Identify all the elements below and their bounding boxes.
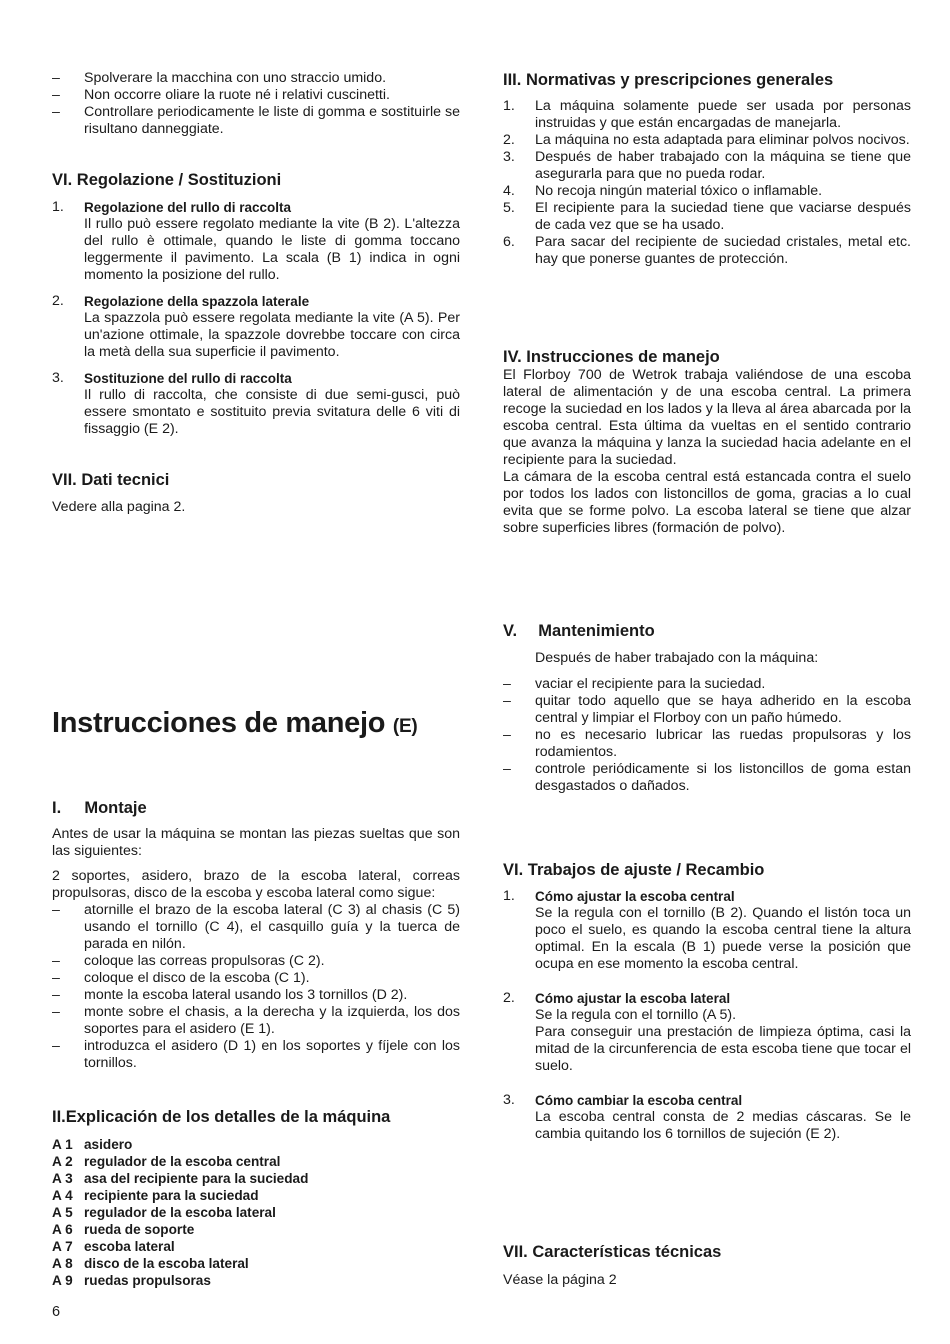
section-heading xyxy=(503,860,911,880)
part-code: A 1 xyxy=(52,1137,73,1152)
subsection-title: Cómo ajustar la escoba central xyxy=(535,889,735,904)
part-code: A 5 xyxy=(52,1205,73,1220)
section-number: VII. xyxy=(52,471,77,489)
part-item xyxy=(52,1204,460,1221)
item-number: 3. xyxy=(52,370,64,386)
item-number: 2. xyxy=(503,990,515,1006)
list-item xyxy=(503,98,911,132)
item-text: El recipiente para la suciedad tiene que vaciarse después de cada vez que se ha usado. xyxy=(535,200,911,233)
list-item: – no es necesario lubricar las ruedas propulsoras y los rodamientos. xyxy=(503,727,911,761)
assembly-list xyxy=(52,902,460,1072)
list-item: – Spolverare la macchina con uno straccio umido. xyxy=(52,70,460,87)
part-code: A 8 xyxy=(52,1256,73,1271)
section-paragraph: El Florboy 700 de Wetrok trabaja valiéndose de una escoba lateral de alimentación y de una escoba central. La primera recoge la suciedad en los lados y la lleva al área abarcada por la escoba central. Esta última da vueltas en el sentido contrario que avanza la máquina y lanza la suciedad hacia adelante en el recipiente para la suciedad. xyxy=(503,367,911,468)
part-label: escoba lateral xyxy=(84,1239,175,1254)
parts-list xyxy=(52,1136,460,1289)
part-label: ruedas propulsoras xyxy=(84,1273,211,1288)
item-number: 2. xyxy=(52,293,64,309)
subsection-2 xyxy=(52,293,460,361)
language-tag: (E) xyxy=(392,716,418,737)
section-vi-it xyxy=(52,170,460,438)
list-item xyxy=(503,234,911,268)
main-title-text: Instrucciones de manejo xyxy=(52,707,386,739)
section-text: Véase la página 2 xyxy=(503,1272,617,1288)
page-number: 6 xyxy=(52,1304,61,1320)
list-item: – quitar todo aquello que se haya adherido en la escoba central y limpiar el Florboy con un paño húmedo. xyxy=(503,693,911,727)
item-number: 1. xyxy=(503,98,515,114)
part-code: A 6 xyxy=(52,1222,73,1237)
subsection-title: Regolazione del rullo di raccolta xyxy=(84,200,292,215)
main-title-block xyxy=(52,706,460,744)
item-text: Después de haber trabajado con la máquina se tiene que asegurarla para que no pueda rodar. xyxy=(535,149,911,182)
part-code: A 3 xyxy=(52,1171,73,1186)
item-number: 2. xyxy=(503,132,515,148)
section-paragraph: La cámara de la escoba central está estancada contra el suelo por todos los lados con listoncillos de goma, gracias a lo cual evita que se forme polvo. La escoba lateral se tiene que alzar sobre superficies libres (formación de polvo). xyxy=(503,469,911,536)
section-title: Trabajos de ajuste / Recambio xyxy=(527,861,765,879)
item-text: La máquina solamente puede ser usada por personas instruidas y que están encargadas de manejarla. xyxy=(535,98,911,131)
section-vii-es xyxy=(503,1242,911,1289)
subsection-title: Cómo cambiar la escoba central xyxy=(535,1093,743,1108)
item-number: 1. xyxy=(503,888,515,904)
subsection-text: La spazzola può essere regolata mediante la vite (A 5). Per un'azione ottimale, la spazzole dovrebbe toccare con circa la metà della sua superficie il pavimento. xyxy=(84,310,460,360)
section-title: Montaje xyxy=(84,799,147,817)
list-item xyxy=(503,183,911,200)
part-item xyxy=(52,1238,460,1255)
subsection-title: Regolazione della spazzola laterale xyxy=(84,294,310,309)
part-label: regulador de la escoba lateral xyxy=(84,1205,276,1220)
part-item xyxy=(52,1153,460,1170)
item-number: 6. xyxy=(503,234,515,250)
list-item xyxy=(503,200,911,234)
subsection-1 xyxy=(52,199,460,284)
subsection-2 xyxy=(503,990,911,1075)
part-label: asa del recipiente para la suciedad xyxy=(84,1171,309,1186)
section-paragraph: 2 soportes, asidero, brazo de la escoba lateral, correas propulsoras, disco de la escoba y escoba lateral como sigue: xyxy=(52,868,460,901)
section-title: Regolazione / Sostituzioni xyxy=(76,171,282,189)
section-title: Normativas y prescripciones generales xyxy=(525,71,834,89)
subsection-1 xyxy=(503,888,911,973)
section-heading xyxy=(503,1242,911,1262)
list-item: – controle periódicamente si los listoncillos de goma estan desgastados o dañados. xyxy=(503,761,911,795)
part-item xyxy=(52,1136,460,1153)
part-code: A 4 xyxy=(52,1188,73,1203)
subsection-text: Il rullo di raccolta, che consiste di due semi-gusci, può essere smontato e sostituito previa svitatura delle 6 viti di fissaggio (E 2). xyxy=(84,387,460,437)
item-number: 4. xyxy=(503,183,515,199)
section-vii-it xyxy=(52,470,460,516)
section-heading xyxy=(503,347,911,367)
subsection-text: La escoba central consta de 2 medias cáscaras. Se le cambia quitando los 6 tornillos de sujeción (E 2). xyxy=(535,1109,911,1142)
section-intro: Después de haber trabajado con la máquina: xyxy=(535,650,819,666)
item-number: 1. xyxy=(52,199,64,215)
section-i xyxy=(52,798,460,1072)
maintenance-list xyxy=(503,676,911,795)
section-title: Mantenimiento xyxy=(538,622,655,640)
part-label: regulador de la escoba central xyxy=(84,1154,281,1169)
part-item xyxy=(52,1187,460,1204)
section-title: II.Explicación de los detalles de la máquina xyxy=(52,1108,391,1126)
section-iv xyxy=(503,347,911,537)
rules-list xyxy=(503,98,911,268)
section-heading xyxy=(503,621,911,641)
section-title: Dati tecnici xyxy=(81,471,170,489)
part-item xyxy=(52,1221,460,1238)
main-title xyxy=(52,706,460,744)
list-item: – introduzca el asidero (D 1) en los soportes y fíjele con los tornillos. xyxy=(52,1038,460,1072)
section-title: Instrucciones de manejo xyxy=(526,348,720,366)
part-item xyxy=(52,1170,460,1187)
subsection-3 xyxy=(503,1092,911,1143)
intro-list-block xyxy=(52,70,460,138)
list-item xyxy=(503,149,911,183)
part-item xyxy=(52,1255,460,1272)
item-text: No recoja ningún material tóxico o inflamable. xyxy=(535,183,823,199)
list-item: – atornille el brazo de la escoba lateral (C 3) al chasis (C 5) usando el tornillo (C 4), el casquillo guía y la tuerca de parada en nilón. xyxy=(52,902,460,953)
subsection-text: Se la regula con el tornillo (B 2). Quando el listón toca un poco el suelo, es quando la escoba central tiene la altura optimal. En la escala (B 1) puede verse la posición que ocupa en ese momento la escoba central. xyxy=(535,905,911,972)
item-number: 3. xyxy=(503,1092,515,1108)
subsection-text: Para conseguir una prestación de limpieza óptima, casi la mitad de la circunferencia de esta escoba tiene que tocar el suelo. xyxy=(535,1024,911,1074)
section-number: III. xyxy=(503,71,522,89)
list-item xyxy=(503,132,911,149)
section-heading xyxy=(52,798,460,818)
list-item: – Controllare periodicamente le liste di gomma e sostituirle se risultano danneggiate. xyxy=(52,104,460,138)
list-item: – monte la escoba lateral usando los 3 tornillos (D 2). xyxy=(52,987,460,1004)
part-item xyxy=(52,1272,460,1289)
subsection-text: Se la regula con el tornillo (A 5). xyxy=(535,1007,737,1023)
section-v xyxy=(503,621,911,795)
item-number: 3. xyxy=(503,149,515,165)
section-paragraph: Antes de usar la máquina se montan las piezas sueltas que son las siguientes: xyxy=(52,826,460,859)
part-code: A 2 xyxy=(52,1154,73,1169)
section-number: V. xyxy=(503,622,518,640)
section-title: Características técnicas xyxy=(532,1243,722,1261)
subsection-3 xyxy=(52,370,460,438)
section-heading xyxy=(52,170,460,190)
section-vi-es xyxy=(503,860,911,1143)
list-item: – vaciar el recipiente para la suciedad. xyxy=(503,676,911,693)
intro-list xyxy=(52,70,460,138)
section-ii xyxy=(52,1107,460,1289)
part-code: A 9 xyxy=(52,1273,73,1288)
section-number: VI. xyxy=(52,171,73,189)
part-label: rueda de soporte xyxy=(84,1222,195,1237)
part-label: disco de la escoba lateral xyxy=(84,1256,249,1271)
list-item: – monte sobre el chasis, a la derecha y la izquierda, los dos soportes para el asidero (E 1). xyxy=(52,1004,460,1038)
section-heading xyxy=(503,70,911,90)
section-number: I. xyxy=(52,799,62,817)
subsection-title: Cómo ajustar la escoba lateral xyxy=(535,991,731,1006)
list-item: – Non occorre oliare la ruote né i relativi cuscinetti. xyxy=(52,87,460,104)
list-item: – coloque el disco de la escoba (C 1). xyxy=(52,970,460,987)
part-label: recipiente para la suciedad xyxy=(84,1188,259,1203)
subsection-title: Sostituzione del rullo di raccolta xyxy=(84,371,292,386)
part-label: asidero xyxy=(84,1137,133,1152)
section-number: IV. xyxy=(503,348,522,366)
section-iii xyxy=(503,70,911,268)
item-number: 5. xyxy=(503,200,515,216)
subsection-text: Il rullo può essere regolato mediante la vite (B 2). L'altezza del rullo è ottimale, quando le liste di gomma toccano leggermente il pavimento. La scala (B 1) indica in ogni momento la posizione del rullo. xyxy=(84,216,460,283)
list-item: – coloque las correas propulsoras (C 2). xyxy=(52,953,460,970)
section-number: VII. xyxy=(503,1243,528,1261)
item-text: La máquina no esta adaptada para eliminar polvos nocivos. xyxy=(535,132,910,148)
item-text: Para sacar del recipiente de suciedad cristales, metal etc. hay que ponerse guantes de protección. xyxy=(535,234,911,267)
section-text: Vedere alla pagina 2. xyxy=(52,499,186,515)
section-heading xyxy=(52,470,460,490)
section-number: VI. xyxy=(503,861,524,879)
part-code: A 7 xyxy=(52,1239,73,1254)
